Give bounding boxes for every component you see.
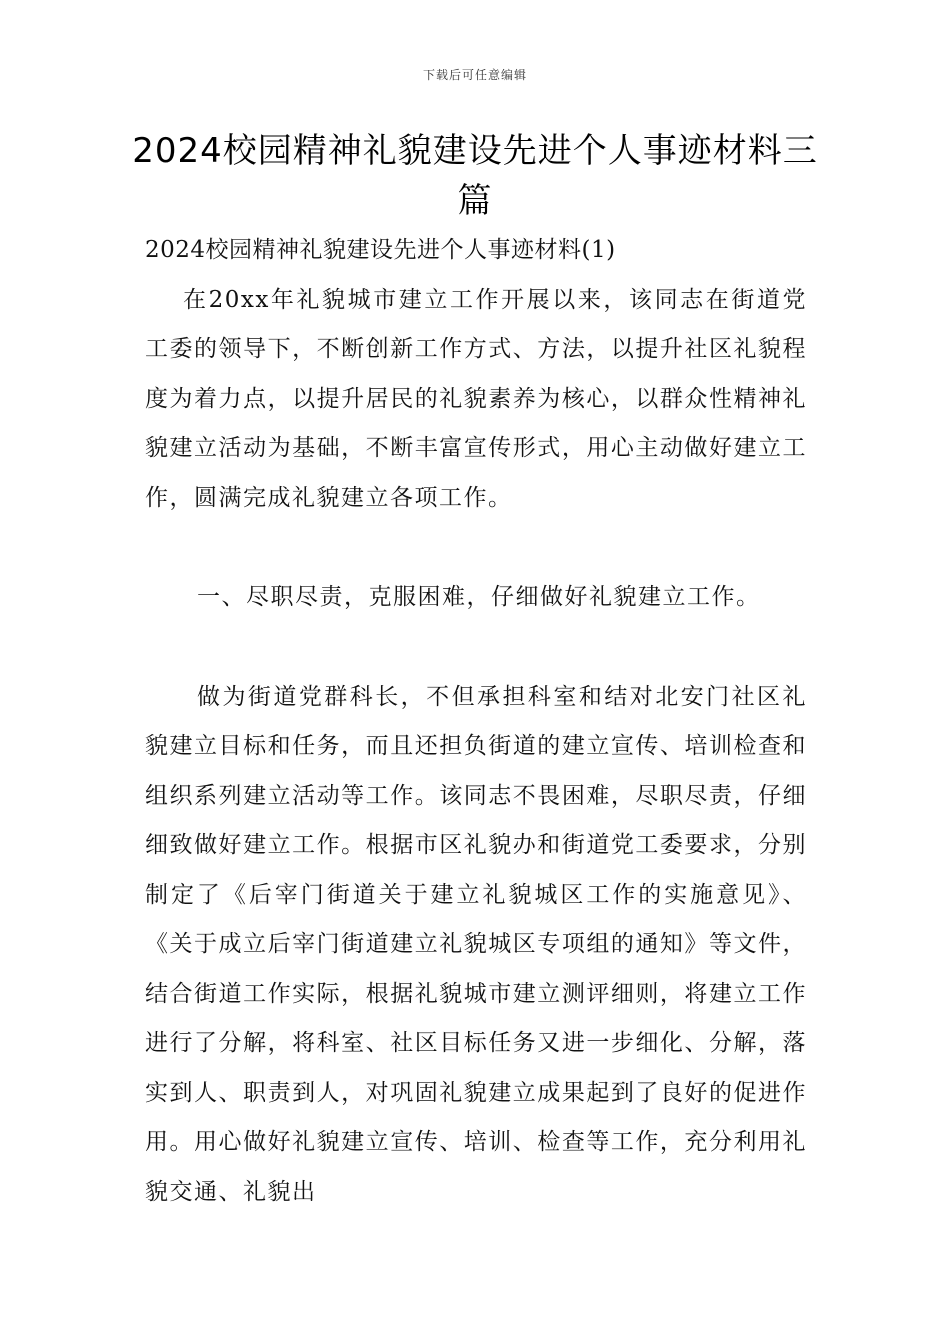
paragraph-intro: 在20xx年礼貌城市建立工作开展以来，该同志在街道党工委的领导下，不断创新工作方式、方法，以提升社区礼貌程度为着力点，以提升居民的礼貌素养为核心，以群众性精神礼貌建立活动为基础，不断丰富宣传形式，用心主动做好建立工作，圆满完成礼貌建立各项工作。 [145,286,807,511]
paragraph-duties: 做为街道党群科长，不但承担科室和结对北安门社区礼貌建立目标和任务，而且还担负街道的建立宣传、培训检查和组织系列建立活动等工作。该同志不畏困难，尽职尽责，仔细细致做好建立工作。根据市区礼貌办和街道党工委要求，分别制定了《后宰门街道关于建立礼貌城区工作的实施意见》、《关于成立后宰门街道建立礼貌城区专项组的通知》等文件，结合街道工作实际，根据礼貌城市建立测评细则，将建立工作进行了分解，将科室、社区目标任务又进一步细化、分解，落实到人、职责到人，对巩固礼貌建立成果起到了良好的促进作用。用心做好礼貌建立宣传、培训、检查等工作，充分利用礼貌交通、礼貌出 [145,683,807,1205]
document-title: 2024校园精神礼貌建设先进个人事迹材料三篇 [132,131,818,221]
document-subtitle: 2024校园精神礼貌建设先进个人事迹材料(1) [145,237,616,263]
header-note: 下载后可任意编辑 [422,68,527,82]
section-heading-1: 一、尽职尽责，克服困难，仔细做好礼貌建立工作。 [197,584,761,610]
document-body [145,226,807,1217]
